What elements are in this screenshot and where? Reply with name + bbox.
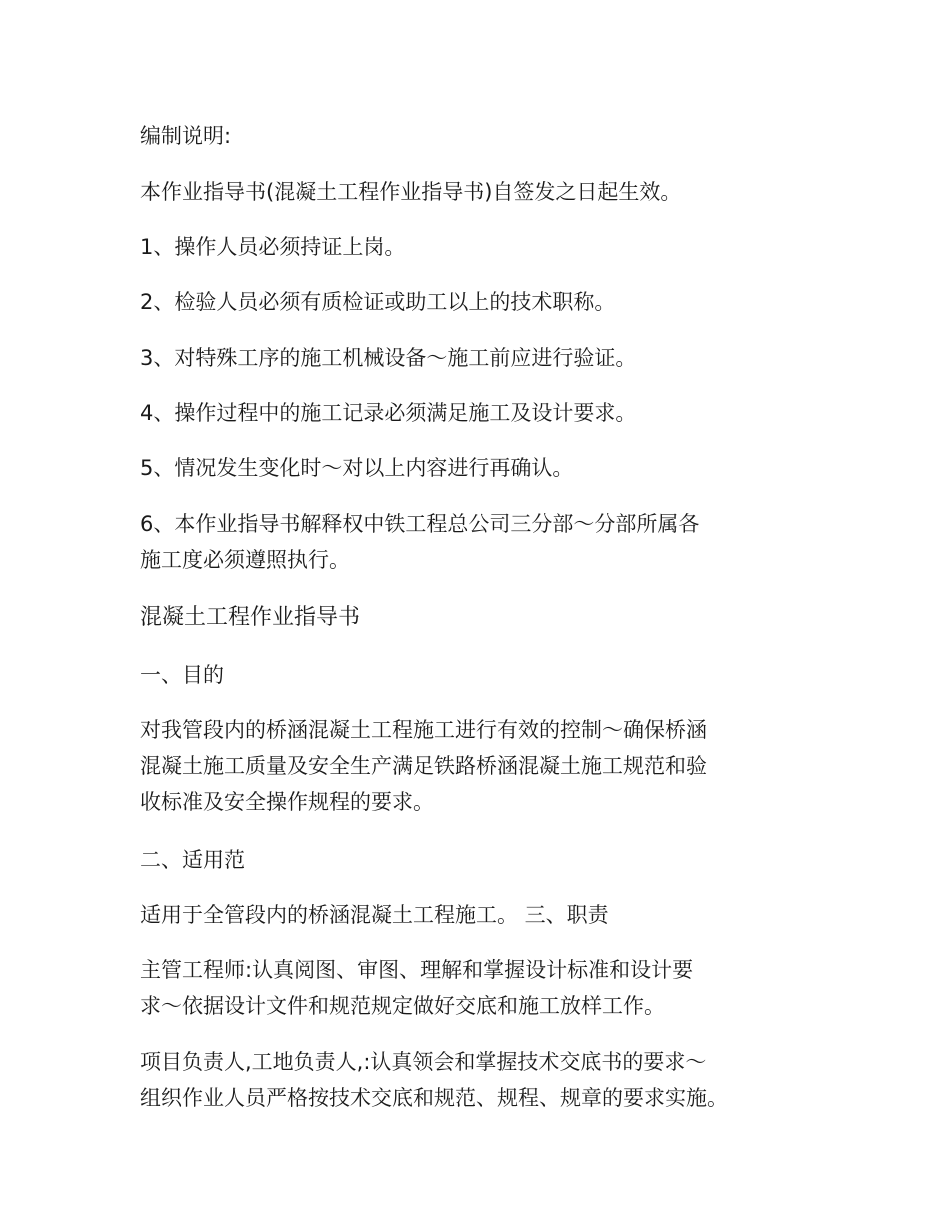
note-item-4: 4、操作过程中的施工记录必须满足施工及设计要求。 xyxy=(140,401,637,425)
note-item-3: 3、对特殊工序的施工机械设备～施工前应进行验证。 xyxy=(140,346,637,370)
note-item-2: 2、检验人员必须有质检证或助工以上的技术职称。 xyxy=(140,290,616,314)
section-purpose-heading: 一、目的 xyxy=(140,663,224,687)
note-item-1: 1、操作人员必须持证上岗。 xyxy=(140,235,406,259)
purpose-paragraph: 对我管段内的桥涵混凝土工程施工进行有效的控制～确保桥涵 混凝土施工质量及安全生产满足铁路桥涵混凝土施工规范和验 收标准及安全操作规程的要求。 xyxy=(140,718,707,814)
section-scope-heading: 二、适用范 xyxy=(140,848,245,872)
preparation-notes-heading: 编制说明: xyxy=(140,124,232,148)
project-lead-duties: 项目负责人,工地负责人,:认真领会和掌握技术交底书的要求～ 组织作业人员严格按技术交底和规范、规程、规章的要求实施。 xyxy=(140,1050,728,1110)
scope-paragraph: 适用于全管段内的桥涵混凝土工程施工。 三、职责 xyxy=(140,903,609,927)
note-item-6: 6、本作业指导书解释权中铁工程总公司三分部～分部所属各 施工度必须遵照执行。 xyxy=(140,512,700,572)
document-title: 混凝土工程作业指导书 xyxy=(140,605,361,630)
note-item-5: 5、情况发生变化时～对以上内容进行再确认。 xyxy=(140,456,574,480)
effective-date-paragraph: 本作业指导书(混凝土工程作业指导书)自签发之日起生效。 xyxy=(140,180,682,204)
chief-engineer-duties: 主管工程师:认真阅图、审图、理解和掌握设计标准和设计要 求～依据设计文件和规范规定做好交底和施工放样工作。 xyxy=(140,958,694,1018)
